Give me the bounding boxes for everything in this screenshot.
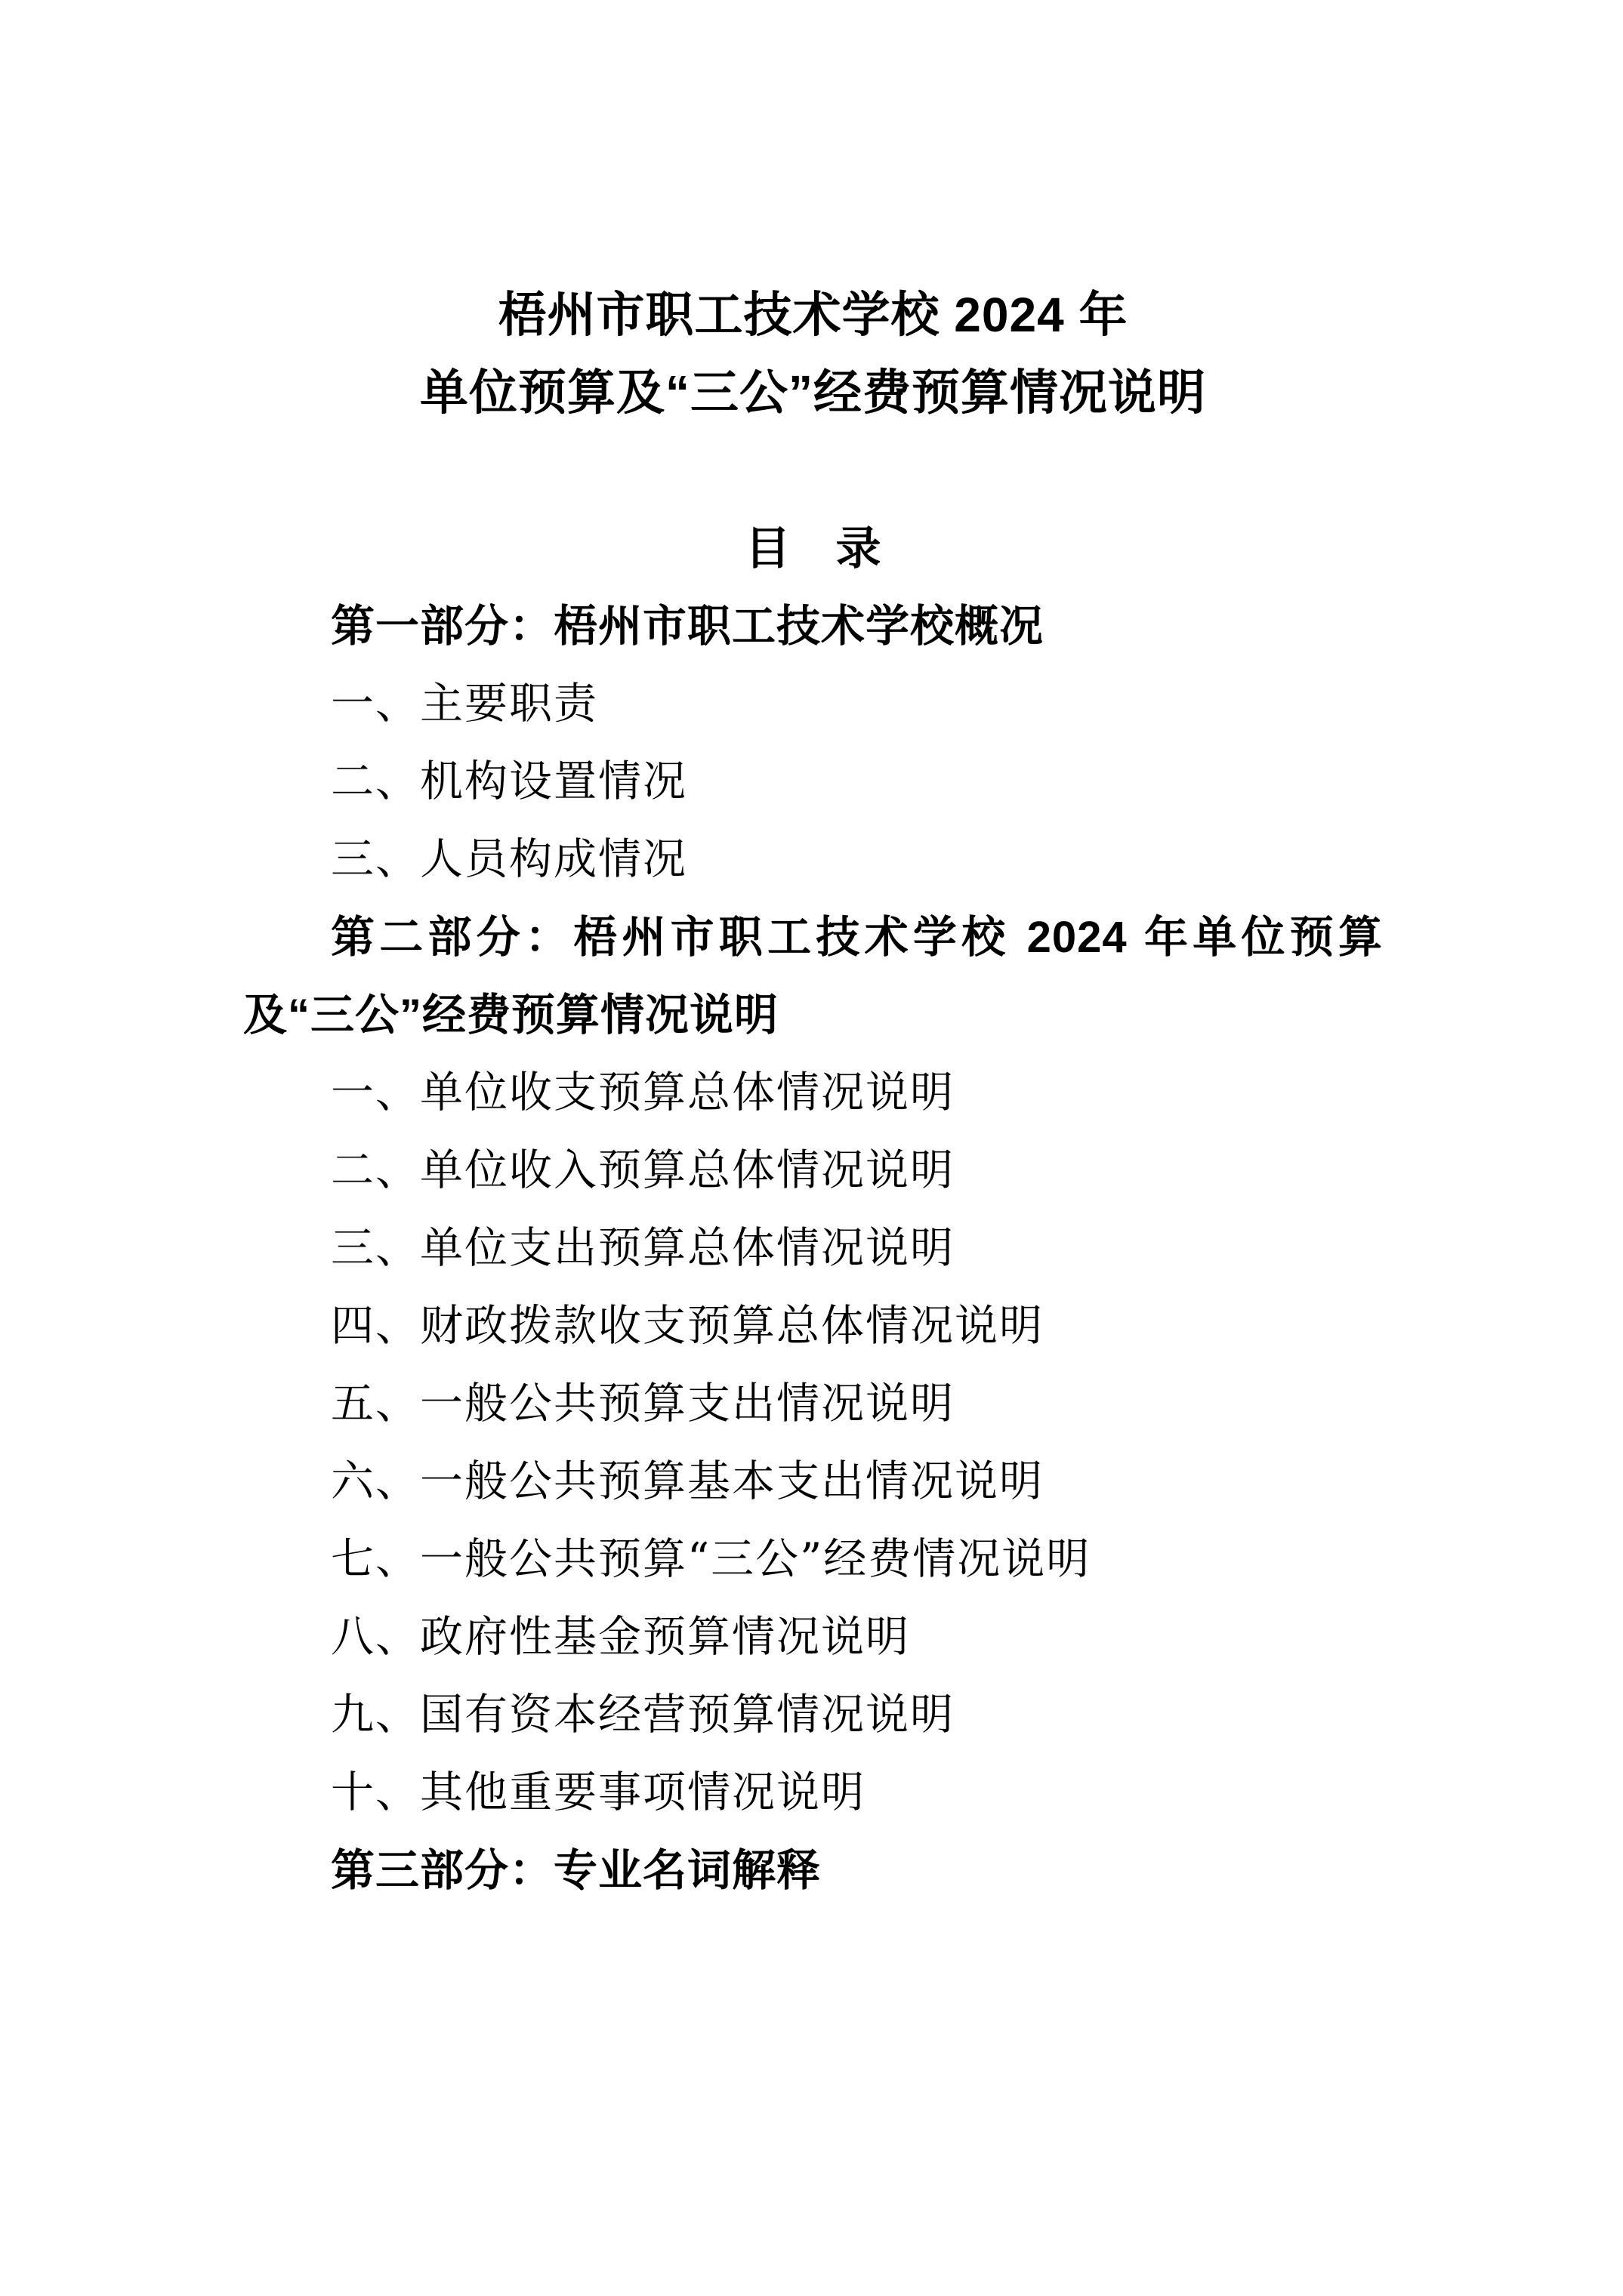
toc-item: 十、其他重要事项情况说明: [331, 1767, 865, 1817]
toc-item: 一、主要职责: [331, 679, 598, 729]
toc-item: 九、国有资本经营预算情况说明: [331, 1690, 955, 1740]
toc-item: 二、单位收入预算总体情况说明: [331, 1145, 955, 1195]
document-title-line-2: 单位预算及“三公”经费预算情况说明: [420, 365, 1206, 420]
toc-item: 三、单位支出预算总体情况说明: [331, 1223, 955, 1273]
toc-part-heading: 第一部分：梧州市职工技术学校概况: [331, 602, 1044, 651]
spacer: [243, 432, 1383, 510]
toc-item: 三、人员构成情况: [331, 834, 687, 884]
toc-item: 八、政府性基金预算情况说明: [331, 1612, 910, 1662]
toc-item: 一、单位收支预算总体情况说明: [331, 1068, 955, 1117]
toc-item: 五、一般公共预算支出情况说明: [331, 1379, 955, 1428]
toc-part-heading: 第二部分：梧州市职工技术学校 2024 年单位预算及“三公”经费预算情况说明: [243, 913, 1383, 1040]
toc-item: 六、一般公共预算基本支出情况说明: [331, 1456, 1044, 1506]
toc-item: 七、一般公共预算“三公”经费情况说明: [331, 1534, 1091, 1584]
table-of-contents: [243, 587, 1383, 1909]
document-title-line-1: 梧州市职工技术学校 2024 年: [498, 288, 1128, 342]
toc-item: 四、财政拨款收支预算总体情况说明: [331, 1301, 1044, 1351]
toc-heading: 目 录: [745, 523, 881, 574]
toc-item: 二、机构设置情况: [331, 757, 687, 806]
toc-part-heading: 第三部分：专业名词解释: [331, 1846, 822, 1895]
